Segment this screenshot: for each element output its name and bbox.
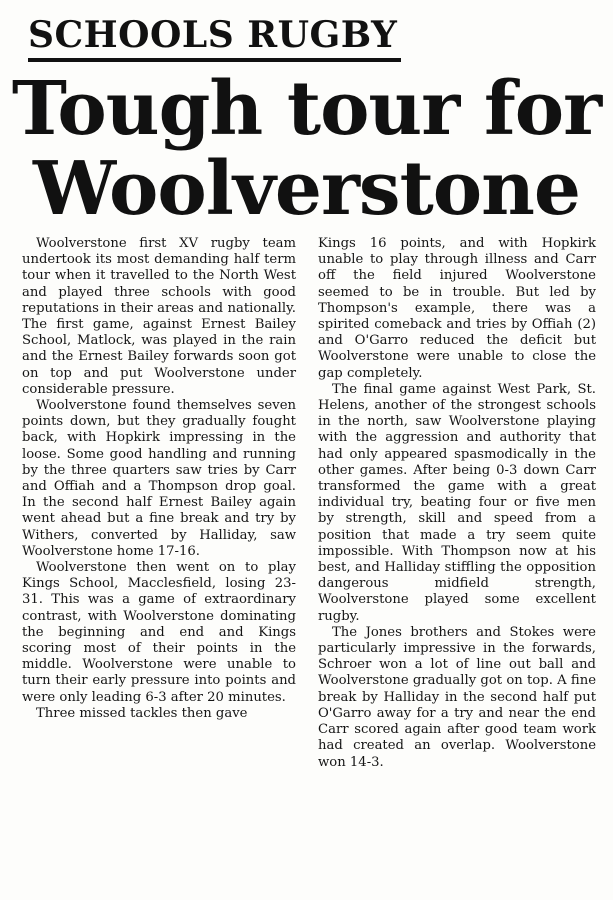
paragraph: The final game against West Park, St. Helens, another of the strongest schools in the north, saw Woolverstone playing with the aggression and authority that had only appeared spasmodically in the other games. After being 0-3 down Carr transformed the game with a great individual try, beating four or five men by strength, skill and speed from a position that made a try seem quite impossible. With Thompson now at his best, and Halliday stiffling the opposition dangerous midfield strength, Woolverstone played some excellent rugby. (318, 381, 596, 624)
article-column-left (22, 236, 296, 722)
paragraph: Woolverstone first XV rugby team undertook its most demanding half term tour when it travelled to the North West and played three schools with good reputations in their areas and nationally. The first game, against Ernest Bailey School, Matlock, was played in the rain and the Ernest Bailey forwards soon got on top and put Woolverstone under considerable pressure. (22, 236, 296, 397)
section-kicker: SCHOOLS RUGBY (28, 14, 398, 56)
paragraph: Kings 16 points, and with Hopkirk unable to play through illness and Carr off the field injured Woolverstone seemed to be in trouble. But led by Thompson's example, there was a spirited comeback and tries by Offiah (2) and O'Garro reduced the deficit but Woolverstone were unable to close the gap completely. (318, 236, 596, 381)
paragraph: Woolverstone then went on to play Kings School, Macclesfield, losing 23-31. This was a game of extraordinary contrast, with Woolverstone dominating the beginning and end and Kings scoring most of their points in the middle. Woolverstone were unable to turn their early pressure into points and were only leading 6-3 after 20 minutes. (22, 560, 296, 705)
paragraph: The Jones brothers and Stokes were particularly impressive in the forwards, Schroer won a lot of line out ball and Woolverstone gradually got on top. A fine break by Halliday in the second half put O'Garro away for a try and near the end Carr scored again after good team work had created an overlap. Woolverstone won 14-3. (318, 624, 596, 770)
paragraph: Woolverstone found themselves seven points down, but they gradually fought back, with Hopkirk impressing in the loose. Some good handling and running by the three quarters saw tries by Carr and Offiah and a Thompson drop goal. In the second half Ernest Bailey again went ahead but a fine break and try by Withers, converted by Halliday, saw Woolverstone home 17-16. (22, 398, 296, 559)
article-column-right (318, 236, 596, 771)
headline-line-1: Tough tour for (11, 66, 602, 152)
headline-line-2: Woolverstone (32, 146, 581, 232)
paragraph: Three missed tackles then gave (36, 705, 248, 721)
kicker-underline (28, 58, 401, 62)
